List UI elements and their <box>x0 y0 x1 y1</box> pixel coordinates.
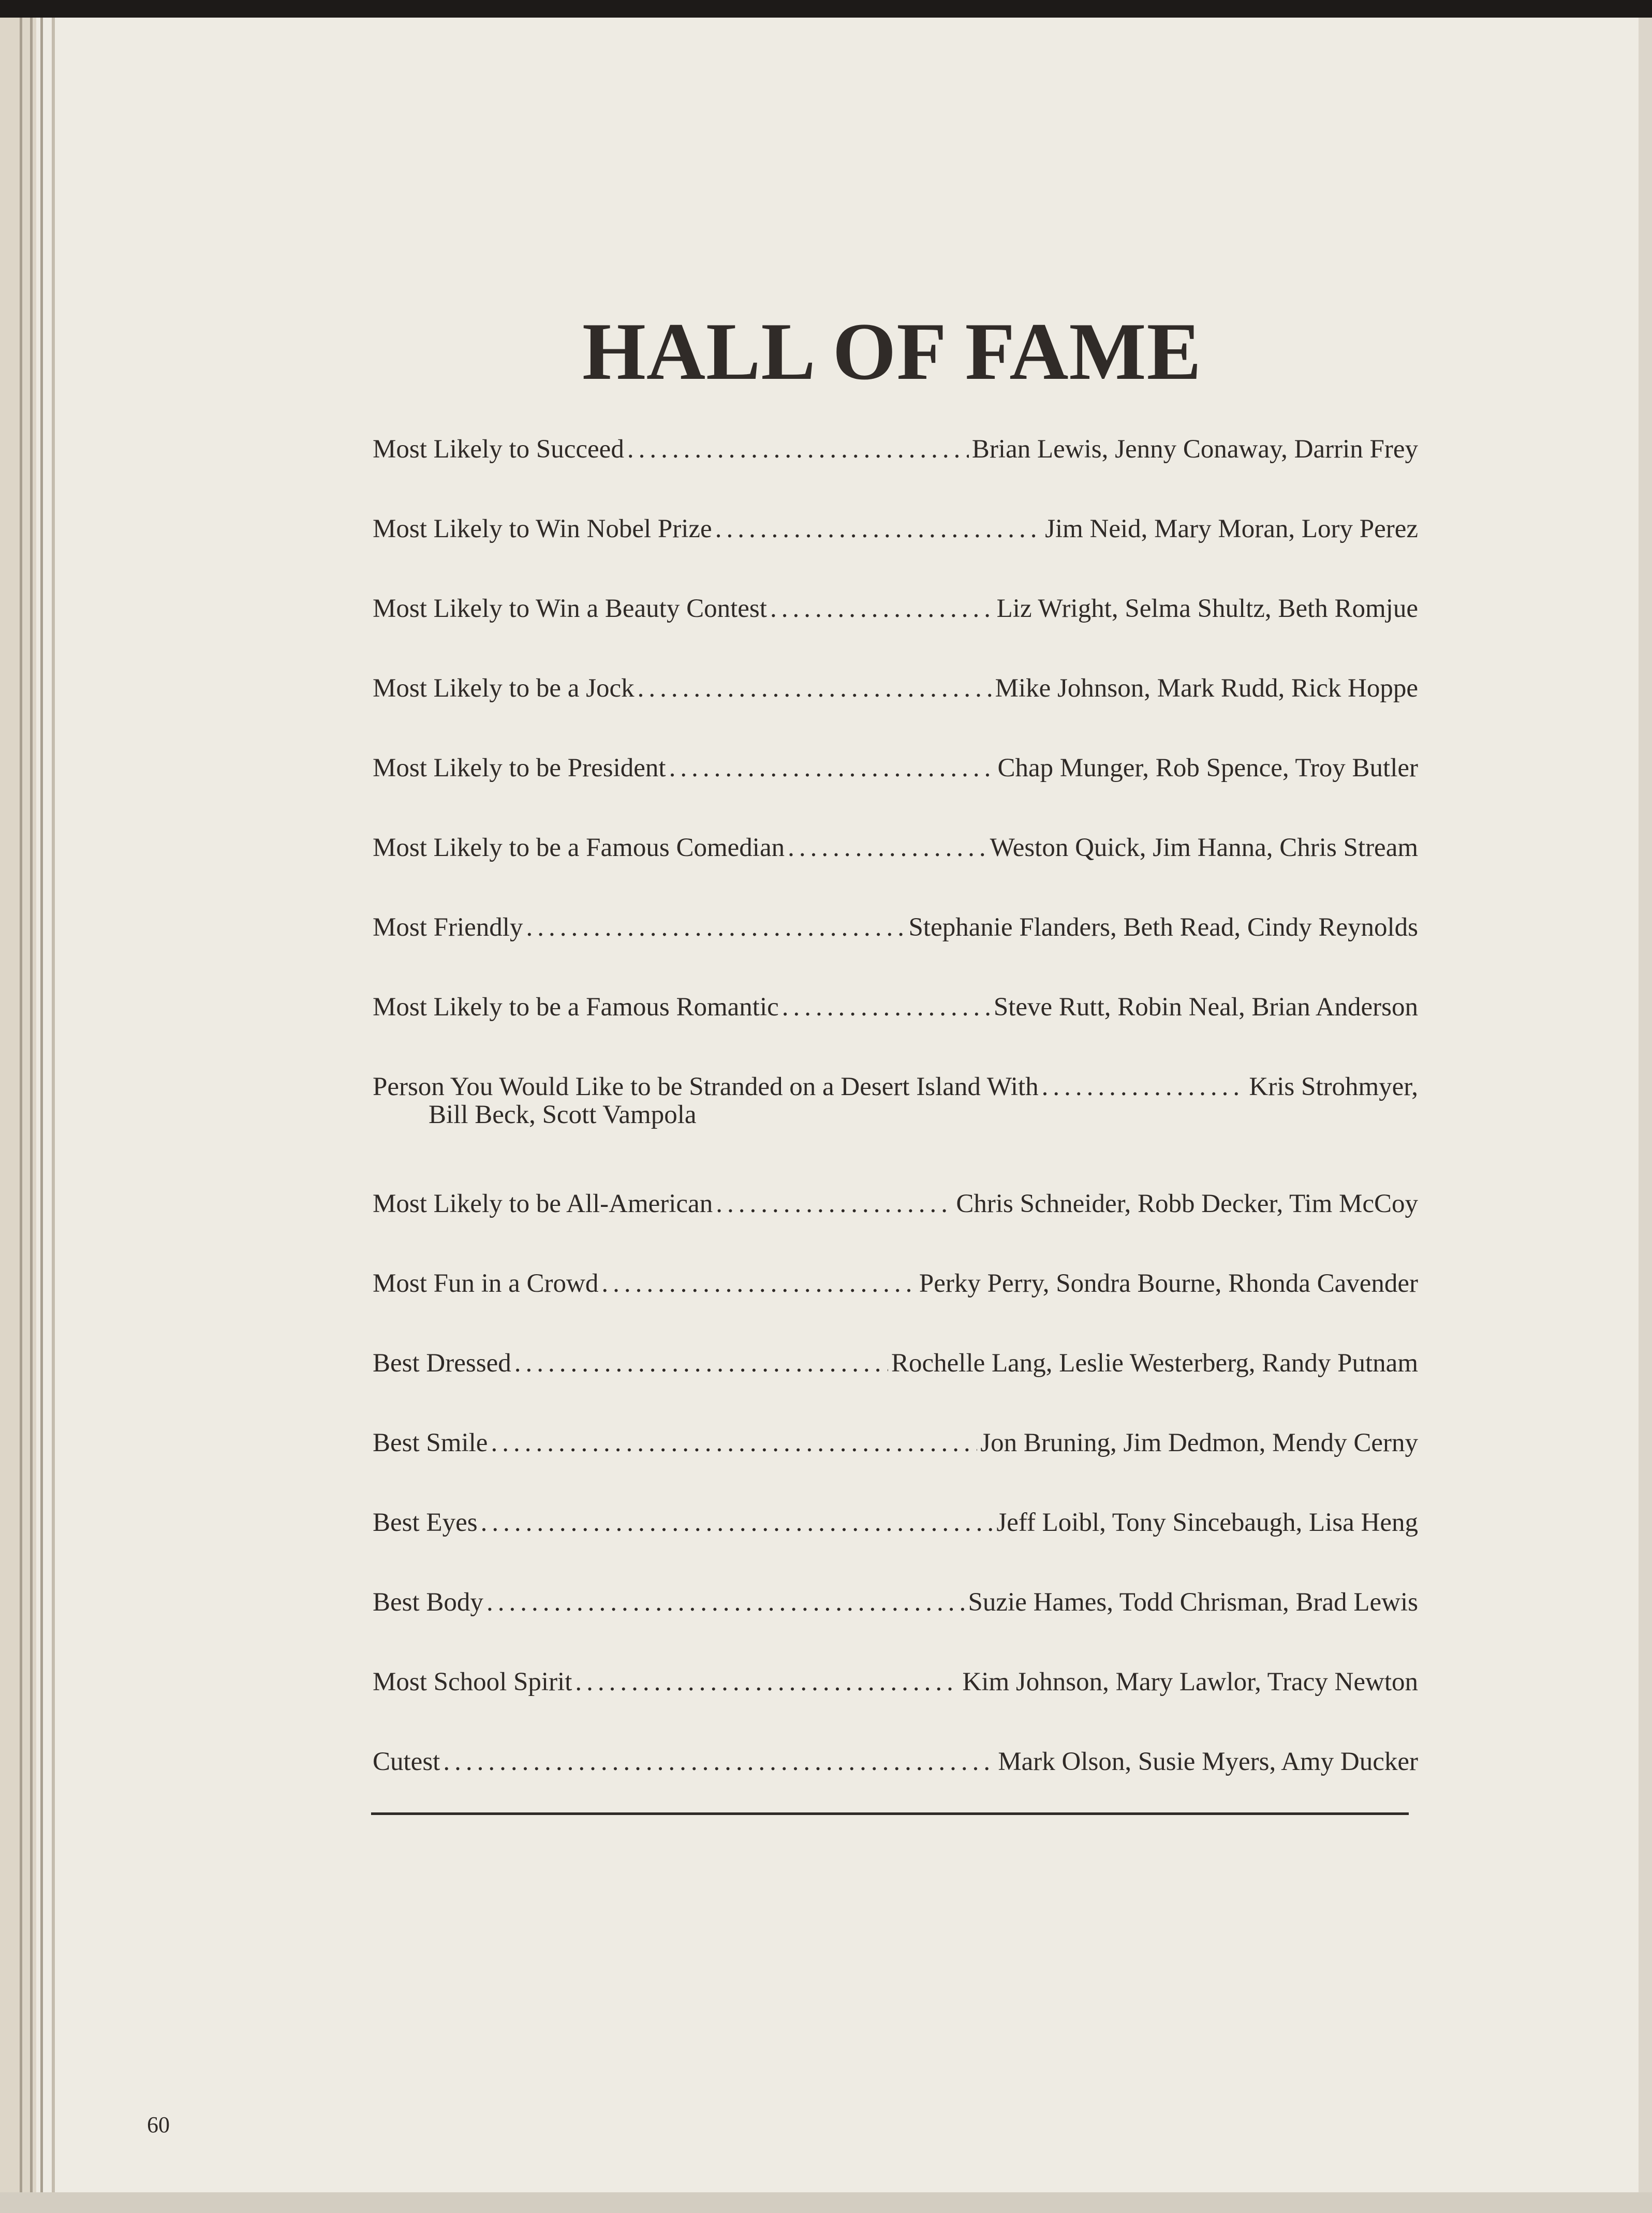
award-category: Most Likely to be a Famous Comedian <box>373 833 785 862</box>
award-category: Best Body <box>373 1588 483 1617</box>
dot-leader <box>669 753 995 783</box>
award-category: Best Dressed <box>373 1349 511 1378</box>
award-category: Cutest <box>373 1747 440 1776</box>
award-category: Most Likely to Succeed <box>373 435 624 464</box>
dot-leader <box>1042 1072 1246 1102</box>
award-entry <box>373 673 1418 753</box>
award-winners: Jon Bruning, Jim Dedmon, Mendy Cerny <box>980 1428 1418 1457</box>
award-entry <box>373 1268 1418 1348</box>
dot-leader <box>526 912 905 942</box>
dot-leader <box>638 673 992 703</box>
award-category: Most Likely to Win Nobel Prize <box>373 514 712 543</box>
dot-leader <box>481 1508 994 1538</box>
closing-rule <box>371 1812 1409 1815</box>
dot-leader <box>491 1428 977 1458</box>
page-bottom-edge <box>0 2192 1652 2213</box>
award-category: Most Fun in a Crowd <box>373 1269 599 1298</box>
dot-leader <box>443 1747 995 1777</box>
award-entry-line <box>373 1072 1418 1102</box>
award-category: Most Likely to Win a Beauty Contest <box>373 594 767 623</box>
award-winners: Jeff Loibl, Tony Sincebaugh, Lisa Heng <box>996 1508 1418 1537</box>
award-winners: Mark Olson, Susie Myers, Amy Ducker <box>998 1747 1418 1776</box>
award-category: Most Likely to be a Famous Romantic <box>373 993 779 1022</box>
award-winners: Mike Johnson, Mark Rudd, Rick Hoppe <box>995 674 1418 703</box>
award-entry <box>373 1667 1418 1747</box>
award-entry <box>373 1428 1418 1508</box>
dot-leader <box>514 1348 888 1378</box>
award-winners: Chris Schneider, Robb Decker, Tim McCoy <box>956 1189 1418 1218</box>
dot-leader <box>486 1587 965 1617</box>
award-winners: Weston Quick, Jim Hanna, Chris Stream <box>990 833 1418 862</box>
award-winners: Steve Rutt, Robin Neal, Brian Anderson <box>993 993 1418 1022</box>
dot-leader <box>782 992 991 1022</box>
award-category: Person You Would Like to be Stranded on a Desert Island With <box>373 1072 1039 1101</box>
award-winners: Stephanie Flanders, Beth Read, Cindy Reynolds <box>908 913 1418 942</box>
award-category: Most Likely to be All-American <box>373 1189 713 1218</box>
award-winners: Suzie Hames, Todd Chrisman, Brad Lewis <box>968 1588 1418 1617</box>
dot-leader <box>788 833 987 863</box>
dot-leader <box>715 514 1042 544</box>
award-category: Most Likely to be a Jock <box>373 674 635 703</box>
award-entry <box>373 1508 1418 1587</box>
award-category: Most Friendly <box>373 913 523 942</box>
award-entry <box>373 753 1418 833</box>
dot-leader <box>601 1268 916 1299</box>
award-entry <box>373 833 1418 912</box>
page-title: HALL OF FAME <box>582 306 1202 397</box>
awards-list <box>373 434 1418 1826</box>
award-winners-continued: Bill Beck, Scott Vampola <box>429 1100 697 1129</box>
award-entry <box>373 992 1418 1072</box>
award-winners: Brian Lewis, Jenny Conaway, Darrin Frey <box>971 435 1418 464</box>
award-winners: Kim Johnson, Mary Lawlor, Tracy Newton <box>962 1668 1418 1696</box>
award-entry <box>373 1348 1418 1428</box>
award-entry <box>373 912 1418 992</box>
award-entry-wrapped <box>373 1072 1418 1130</box>
award-entry <box>373 594 1418 673</box>
yearbook-page <box>0 18 1652 2213</box>
award-entry <box>373 1587 1418 1667</box>
award-entry <box>373 514 1418 594</box>
award-winners: Kris Strohmyer, <box>1249 1072 1418 1101</box>
award-winners: Rochelle Lang, Leslie Westerberg, Randy Putnam <box>891 1349 1418 1378</box>
dot-leader <box>575 1667 959 1697</box>
award-category: Best Smile <box>373 1428 488 1457</box>
scan-top-border <box>0 0 1652 18</box>
dot-leader <box>770 594 994 624</box>
dot-leader <box>716 1189 953 1219</box>
award-category: Most Likely to be President <box>373 754 666 783</box>
award-winners: Perky Perry, Sondra Bourne, Rhonda Cavender <box>919 1269 1418 1298</box>
award-entry <box>373 1189 1418 1268</box>
page-number: 60 <box>147 2112 170 2137</box>
award-winners: Liz Wright, Selma Shultz, Beth Romjue <box>996 594 1418 623</box>
award-category: Best Eyes <box>373 1508 478 1537</box>
award-winners: Chap Munger, Rob Spence, Troy Butler <box>997 754 1418 783</box>
dot-leader <box>627 434 969 464</box>
award-entry <box>373 1072 1418 1189</box>
award-category: Most School Spirit <box>373 1668 572 1696</box>
award-winners: Jim Neid, Mary Moran, Lory Perez <box>1045 514 1418 543</box>
award-entry <box>373 434 1418 514</box>
